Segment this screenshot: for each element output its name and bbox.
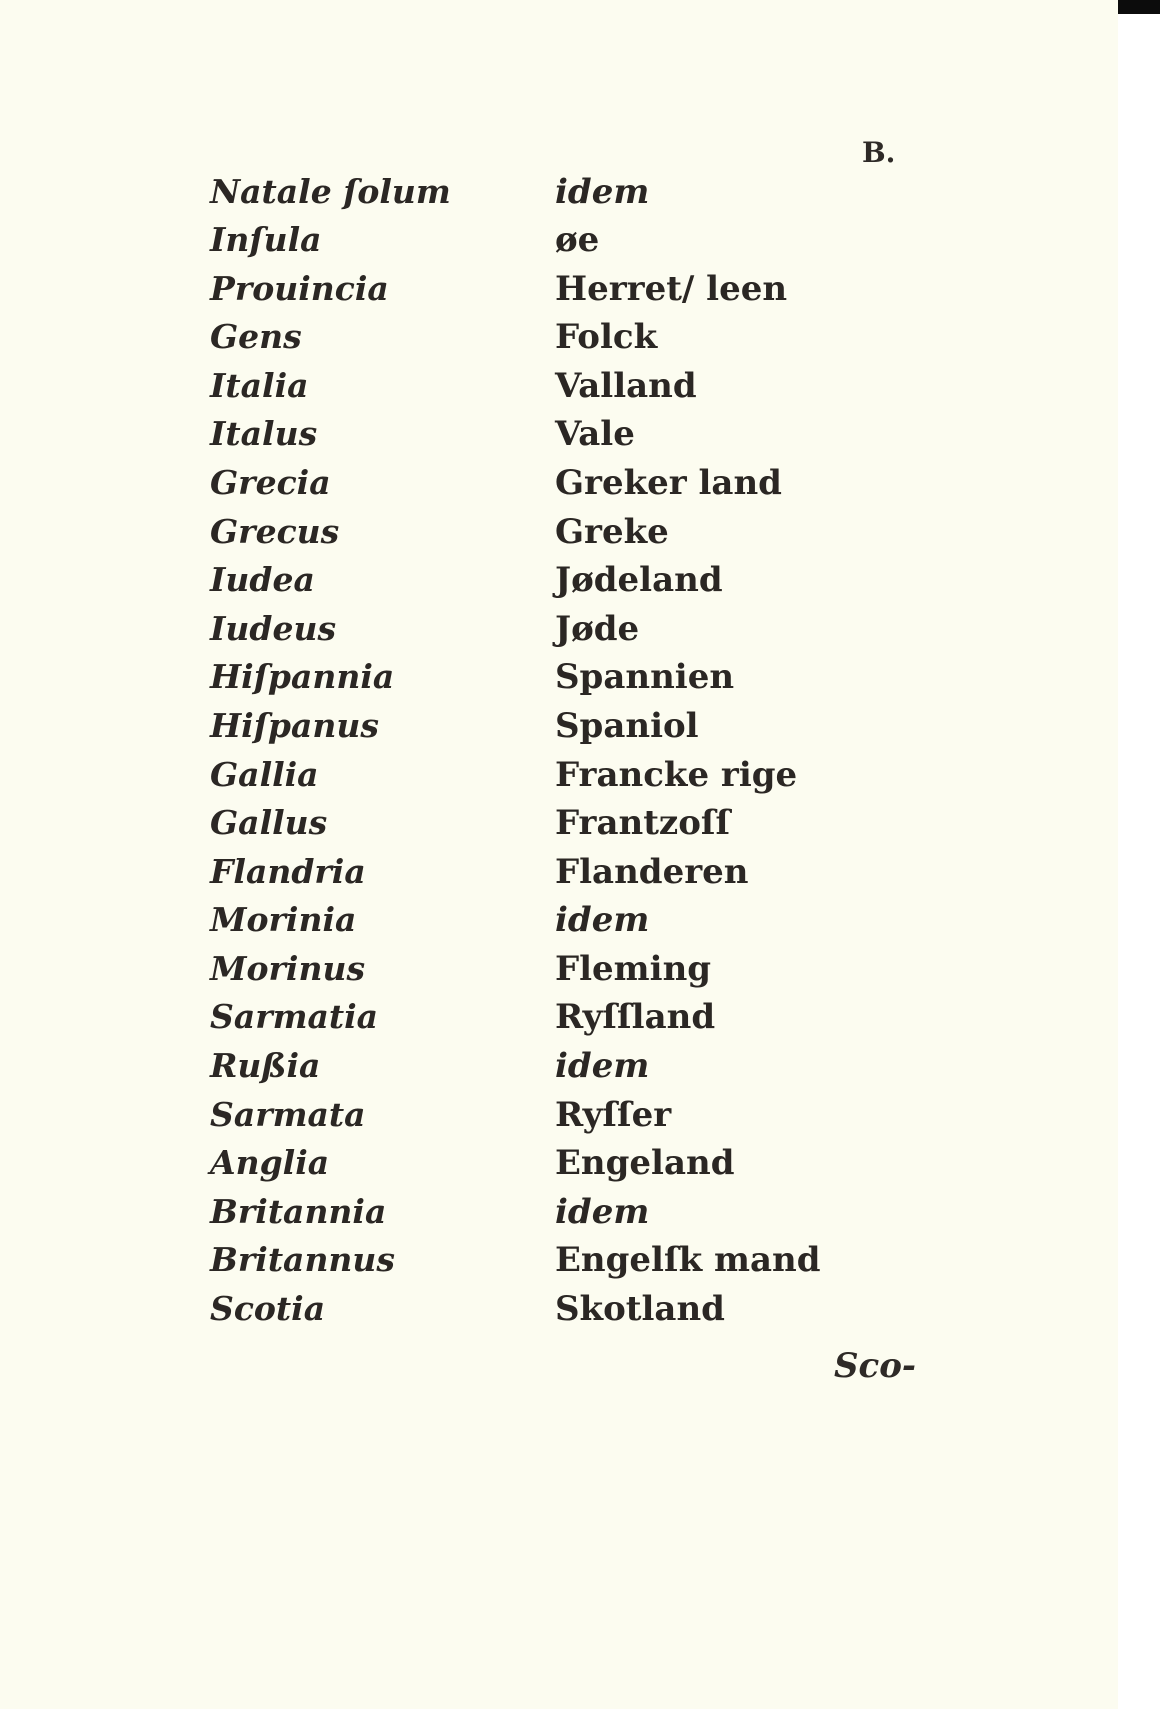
latin-term: Italus xyxy=(210,414,318,453)
vernacular-term: Greker land xyxy=(555,463,782,503)
glossary-row xyxy=(0,1139,1118,1187)
vernacular-term: Engeland xyxy=(555,1143,735,1183)
vernacular-term: idem xyxy=(555,1046,650,1086)
glossary-row xyxy=(0,993,1118,1041)
vernacular-term: idem xyxy=(555,900,650,940)
glossary-row xyxy=(0,1091,1118,1139)
vernacular-term: Valland xyxy=(555,366,697,406)
signature-mark: B. xyxy=(862,136,896,169)
latin-term: Sarmata xyxy=(210,1095,366,1134)
vernacular-term: Vale xyxy=(555,414,635,454)
glossary-row xyxy=(0,313,1118,361)
glossary-row xyxy=(0,508,1118,556)
glossary-row xyxy=(0,1042,1118,1090)
latin-term: Hiſpannia xyxy=(210,657,395,696)
glossary-row xyxy=(0,362,1118,410)
vernacular-term: Spannien xyxy=(555,657,735,697)
vernacular-term: Skotland xyxy=(555,1289,725,1329)
vernacular-term: Jødeland xyxy=(555,560,723,600)
vernacular-term: Ryſſland xyxy=(555,997,716,1037)
vernacular-term: Frantzoſſ xyxy=(555,803,731,843)
latin-term: Gallus xyxy=(210,803,328,842)
latin-term: Grecia xyxy=(210,463,331,502)
latin-term: Hiſpanus xyxy=(210,706,379,745)
latin-term: Italia xyxy=(210,366,309,405)
glossary-row xyxy=(0,605,1118,653)
glossary-row xyxy=(0,168,1118,216)
vernacular-term: Francke rige xyxy=(555,755,798,795)
latin-term: Scotia xyxy=(210,1289,326,1328)
glossary-row xyxy=(0,848,1118,896)
vernacular-term: Engelſk mand xyxy=(555,1240,821,1280)
glossary-row xyxy=(0,653,1118,701)
vernacular-term: Greke xyxy=(555,512,669,552)
glossary-row xyxy=(0,556,1118,604)
glossary-row xyxy=(0,1285,1118,1333)
vernacular-term: idem xyxy=(555,172,650,212)
glossary-row xyxy=(0,216,1118,264)
glossary-row xyxy=(0,1188,1118,1236)
catchword: Sco- xyxy=(834,1346,917,1386)
vernacular-term: Spaniol xyxy=(555,706,699,746)
latin-term: Britannia xyxy=(210,1192,387,1231)
latin-term: Morinia xyxy=(210,900,357,939)
vernacular-term: Folck xyxy=(555,317,658,357)
glossary-row xyxy=(0,945,1118,993)
latin-term: Sarmatia xyxy=(210,997,379,1036)
glossary-row xyxy=(0,410,1118,458)
latin-term: Gallia xyxy=(210,755,319,794)
vernacular-term: Herret/ leen xyxy=(555,269,788,309)
glossary-row xyxy=(0,702,1118,750)
latin-term: Flandria xyxy=(210,852,366,891)
latin-term: Iudeus xyxy=(210,609,337,648)
glossary-row xyxy=(0,265,1118,313)
latin-term: Rußia xyxy=(210,1046,321,1085)
latin-term: Morinus xyxy=(210,949,366,988)
vernacular-term: Fleming xyxy=(555,949,712,989)
glossary-row xyxy=(0,1236,1118,1284)
scan-margin xyxy=(1118,14,1160,1709)
latin-term: Iudea xyxy=(210,560,315,599)
vernacular-term: idem xyxy=(555,1192,650,1232)
latin-term: Natale ſolum xyxy=(210,172,451,211)
glossary-row xyxy=(0,751,1118,799)
latin-term: Prouincia xyxy=(210,269,389,308)
vernacular-term: Ryſſer xyxy=(555,1095,672,1135)
latin-term: Britannus xyxy=(210,1240,395,1279)
vernacular-term: Flanderen xyxy=(555,852,749,892)
latin-term: Inſula xyxy=(210,220,322,259)
glossary-row xyxy=(0,896,1118,944)
glossary-row xyxy=(0,459,1118,507)
glossary-row xyxy=(0,799,1118,847)
vernacular-term: Jøde xyxy=(555,609,640,649)
latin-term: Anglia xyxy=(210,1143,330,1182)
latin-term: Gens xyxy=(210,317,302,356)
latin-term: Grecus xyxy=(210,512,340,551)
vernacular-term: øe xyxy=(555,220,600,260)
scan-edge-strip xyxy=(1118,0,1160,14)
